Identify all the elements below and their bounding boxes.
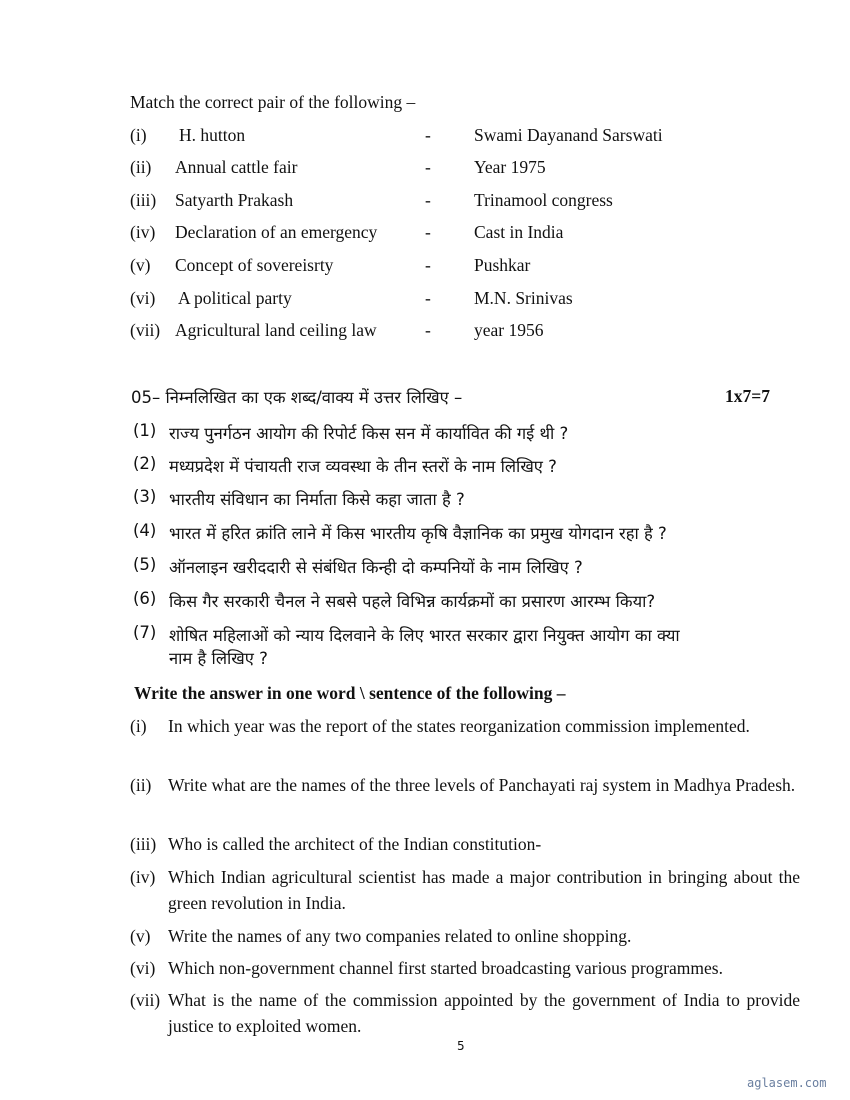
match-dash: -: [425, 320, 431, 340]
match-right: year 1956: [474, 320, 544, 340]
page-number: 5: [457, 1039, 465, 1053]
hindi-question-text: किस गैर सरकारी चैनल ने सबसे पहले विभिन्न कार्यक्रमों का प्रसारण आरम्भ किया?: [169, 592, 656, 611]
match-number: (v): [130, 255, 151, 275]
match-dash: -: [425, 288, 431, 308]
match-right: Year 1975: [474, 157, 546, 177]
hindi-question-number: (6): [133, 589, 157, 608]
english-question-text: Write what are the names of the three levels of Panchayati raj system in Madhya Pradesh.: [168, 775, 796, 795]
english-question-number: (i): [130, 716, 147, 736]
english-question-text: Write the names of any two companies related to online shopping.: [168, 926, 632, 946]
match-heading: Match the correct pair of the following –: [130, 92, 416, 112]
match-number: (ii): [130, 157, 152, 177]
marks-label: 1x7=7: [725, 386, 770, 406]
hindi-question-text-continued: नाम है लिखिए ?: [169, 649, 268, 668]
match-dash: -: [425, 125, 431, 145]
match-number: (iv): [130, 222, 156, 242]
english-question-text: In which year was the report of the states reorganization commission implemented.: [168, 716, 750, 736]
english-question-number: (iii): [130, 834, 157, 854]
hindi-question-number: (1): [133, 421, 157, 440]
match-left: Concept of sovereisrty: [175, 255, 334, 275]
match-right: Trinamool congress: [474, 190, 613, 210]
match-row: [130, 157, 770, 183]
match-dash: -: [425, 190, 431, 210]
hindi-question-text: ऑनलाइन खरीददारी से संबंधित किन्ही दो कम्पनियों के नाम लिखिए ?: [169, 558, 583, 577]
match-left: A political party: [178, 288, 292, 308]
watermark: aglasem.com: [747, 1076, 827, 1090]
match-number: (vi): [130, 288, 156, 308]
hindi-question-text: मध्यप्रदेश में पंचायती राज व्यवस्था के तीन स्तरों के नाम लिखिए ?: [169, 457, 557, 476]
english-question-number: (ii): [130, 775, 152, 795]
hindi-section-heading: 05– निम्नलिखित का एक शब्द/वाक्य में उत्तर लिखिए –: [131, 388, 463, 407]
english-question-number: (iv): [130, 867, 156, 887]
hindi-question-number: (2): [133, 454, 157, 473]
english-question-number: (vii): [130, 990, 161, 1010]
match-row: [130, 222, 770, 248]
match-right: M.N. Srinivas: [474, 288, 573, 308]
hindi-question-number: (7): [133, 623, 157, 642]
english-question-text: Who is called the architect of the Indian constitution-: [168, 834, 542, 854]
match-right: Pushkar: [474, 255, 531, 275]
english-question-text: Which non-government channel first started broadcasting various programmes.: [168, 958, 723, 978]
hindi-question-text: राज्य पुनर्गठन आयोग की रिपोर्ट किस सन में कार्यावित की गई थी ?: [169, 424, 569, 443]
english-question-text: What is the name of the commission appointed by the government of India to provide justice to exploited women.: [168, 990, 800, 1036]
match-row: [130, 125, 770, 151]
match-left: Declaration of an emergency: [175, 222, 378, 242]
match-dash: -: [425, 255, 431, 275]
english-question-text: Which Indian agricultural scientist has made a major contribution in bringing about the green revolution in India.: [168, 867, 800, 913]
match-row: [130, 190, 770, 216]
match-right: Cast in India: [474, 222, 564, 242]
hindi-question-text: भारत में हरित क्रांति लाने में किस भारतीय कृषि वैज्ञानिक का प्रमुख योगदान रहा है ?: [169, 524, 667, 543]
hindi-question-number: (5): [133, 555, 157, 574]
match-number: (vii): [130, 320, 161, 340]
match-dash: -: [425, 157, 431, 177]
hindi-question-number: (4): [133, 521, 157, 540]
hindi-question-text: शोषित महिलाओं को न्याय दिलवाने के लिए भारत सरकार द्वारा नियुक्त आयोग का क्या: [169, 626, 680, 645]
match-row: [130, 288, 770, 314]
english-question-number: (v): [130, 926, 151, 946]
english-section-heading: Write the answer in one word \ sentence of the following –: [134, 683, 566, 703]
match-right: Swami Dayanand Sarswati: [474, 125, 663, 145]
match-dash: -: [425, 222, 431, 242]
hindi-question-number: (3): [133, 487, 157, 506]
match-row: [130, 255, 770, 281]
hindi-question-text: भारतीय संविधान का निर्माता किसे कहा जाता है ?: [169, 490, 465, 509]
match-left: Annual cattle fair: [175, 157, 298, 177]
match-left: Agricultural land ceiling law: [175, 320, 377, 340]
english-question-number: (vi): [130, 958, 156, 978]
match-left: H. hutton: [179, 125, 246, 145]
match-left: Satyarth Prakash: [175, 190, 294, 210]
match-number: (iii): [130, 190, 157, 210]
match-row: [130, 320, 770, 346]
match-number: (i): [130, 125, 147, 145]
